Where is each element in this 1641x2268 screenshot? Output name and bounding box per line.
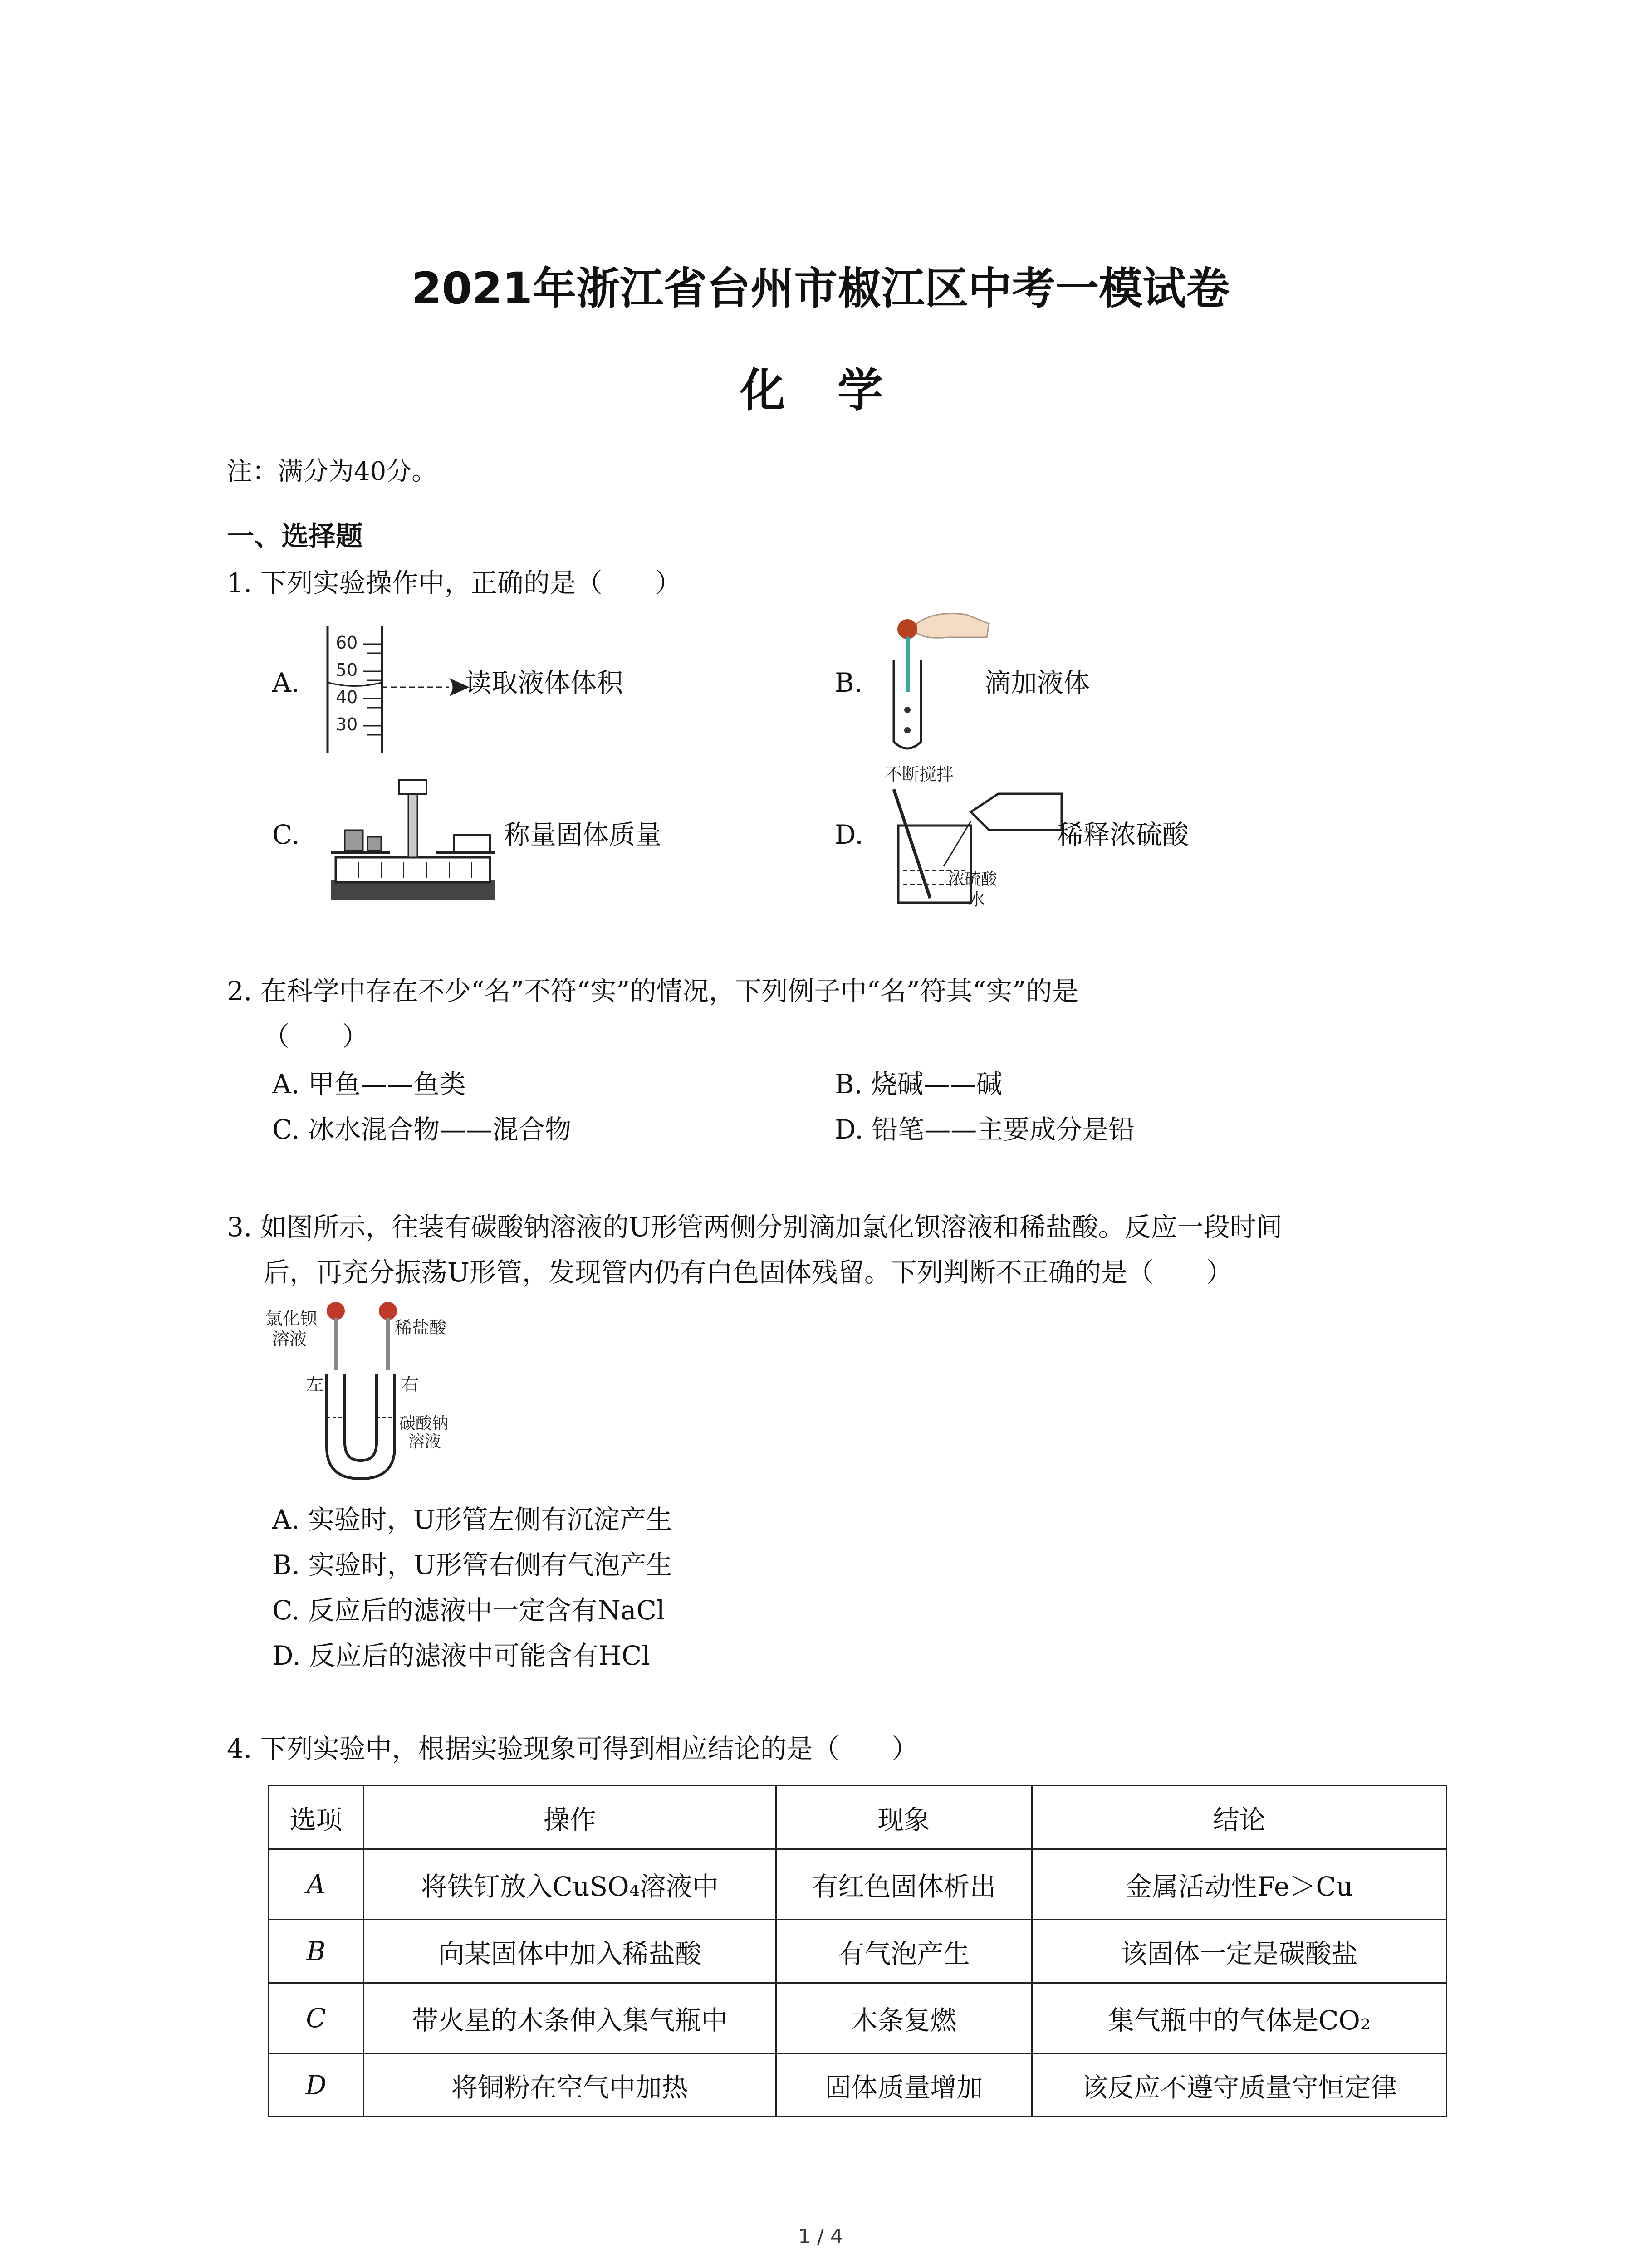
q2-stem-line2: （ ） xyxy=(263,1021,369,1052)
table-header: 结论 xyxy=(1032,1786,1447,1849)
table-cell: 固体质量增加 xyxy=(776,2053,1032,2117)
water-label: 水 xyxy=(969,890,985,907)
table-cell: B xyxy=(269,1920,364,1983)
table-cell: 集气瓶中的气体是CO₂ xyxy=(1032,1983,1447,2053)
q3-option-b: B. 实验时，U形管右侧有气泡产生 xyxy=(272,1549,673,1580)
q2-option-a: A. 甲鱼——鱼类 xyxy=(272,1069,466,1100)
q3-option-a: A. 实验时，U形管左侧有沉淀产生 xyxy=(272,1504,672,1535)
table-row xyxy=(269,1983,1447,2053)
q1-option-a-text: 读取液体体积 xyxy=(465,667,623,698)
table-cell: A xyxy=(269,1849,364,1920)
q4-table xyxy=(268,1785,1447,2117)
table-cell: D xyxy=(269,2053,364,2117)
table-header: 操作 xyxy=(363,1786,776,1849)
bacl2-label-1: 氯化钡 xyxy=(265,1309,318,1329)
table-cell: 金属活动性Fe＞Cu xyxy=(1032,1849,1447,1920)
table-cell: 该反应不遵守质量守恒定律 xyxy=(1032,2053,1447,2117)
cylinder-tick-50: 50 xyxy=(336,660,358,680)
q1-option-b-letter: B. xyxy=(835,667,863,698)
cylinder-tick-60: 60 xyxy=(336,633,358,653)
hcl-label: 稀盐酸 xyxy=(395,1318,447,1338)
q1-option-d-letter: D. xyxy=(835,819,863,850)
score-note: 注：满分为40分。 xyxy=(227,457,437,486)
table-row xyxy=(269,1920,1447,1983)
q1-stem: 1. 下列实验操作中，正确的是（ ） xyxy=(227,567,681,598)
q3-stem-line2: 后，再充分振荡U形管，发现管内仍有白色固体残留。下列判断不正确的是（ ） xyxy=(263,1257,1233,1288)
left-label: 左 xyxy=(306,1374,324,1394)
table-header-row xyxy=(269,1786,1447,1849)
table-row xyxy=(269,1849,1447,1920)
right-label: 右 xyxy=(402,1374,419,1394)
table-row xyxy=(269,2053,1447,2117)
acid-label: 浓硫酸 xyxy=(948,870,998,889)
table-cell: 有红色固体析出 xyxy=(776,1849,1032,1920)
table-cell: 木条复燃 xyxy=(776,1983,1032,2053)
subject-title: 化 学 xyxy=(740,364,901,417)
q3-option-d: D. 反应后的滤液中可能含有HCl xyxy=(272,1640,650,1671)
q1-option-b-text: 滴加液体 xyxy=(985,667,1090,698)
exam-title: 2021年浙江省台州市椒江区中考一模试卷 xyxy=(411,263,1230,314)
graduated-cylinder-figure xyxy=(318,621,481,758)
table-cell: 该固体一定是碳酸盐 xyxy=(1032,1920,1447,1983)
table-cell: 向某固体中加入稀盐酸 xyxy=(363,1920,776,1983)
q1-option-d-text: 稀释浓硫酸 xyxy=(1057,819,1189,850)
table-cell: 带火星的木条伸入集气瓶中 xyxy=(363,1983,776,2053)
dropper-test-tube-figure xyxy=(880,606,998,755)
table-cell: 将铜粉在空气中加热 xyxy=(363,2053,776,2117)
balance-scale-figure xyxy=(318,771,508,907)
q2-option-c: C. 冰水混合物——混合物 xyxy=(272,1114,572,1145)
cylinder-tick-30: 30 xyxy=(336,714,358,734)
dilute-acid-figure xyxy=(880,762,1071,907)
table-cell: C xyxy=(269,1983,364,2053)
page-number: 1 / 4 xyxy=(798,2225,843,2248)
q1-option-a-letter: A. xyxy=(272,667,300,698)
na2co3-label-1: 碳酸钠 xyxy=(399,1414,449,1433)
table-cell: 有气泡产生 xyxy=(776,1920,1032,1983)
na2co3-label-2: 溶液 xyxy=(408,1432,441,1451)
q3-stem-line1: 3. 如图所示，往装有碳酸钠溶液的U形管两侧分别滴加氯化钡溶液和稀盐酸。反应一段时间 xyxy=(227,1212,1283,1242)
q2-option-d: D. 铅笔——主要成分是铅 xyxy=(835,1114,1135,1145)
q2-option-b: B. 烧碱——碱 xyxy=(835,1069,1003,1100)
table-cell: 将铁钉放入CuSO₄溶液中 xyxy=(363,1849,776,1920)
section-heading: 一、选择题 xyxy=(227,521,363,552)
bacl2-label-2: 溶液 xyxy=(272,1329,307,1349)
table-header: 现象 xyxy=(776,1786,1032,1849)
q1-option-c-letter: C. xyxy=(272,819,300,850)
cylinder-tick-40: 40 xyxy=(336,687,358,707)
q2-stem-line1: 2. 在科学中存在不少“名”不符“实”的情况，下列例子中“名”符其“实”的是 xyxy=(227,976,1078,1007)
table-header: 选项 xyxy=(269,1786,364,1849)
q4-stem: 4. 下列实验中，根据实验现象可得到相应结论的是（ ） xyxy=(227,1733,918,1764)
u-tube-figure xyxy=(263,1297,481,1488)
q3-option-c: C. 反应后的滤液中一定含有NaCl xyxy=(272,1595,665,1626)
stir-label: 不断搅拌 xyxy=(885,764,954,784)
q1-option-c-text: 称量固体质量 xyxy=(504,819,662,850)
